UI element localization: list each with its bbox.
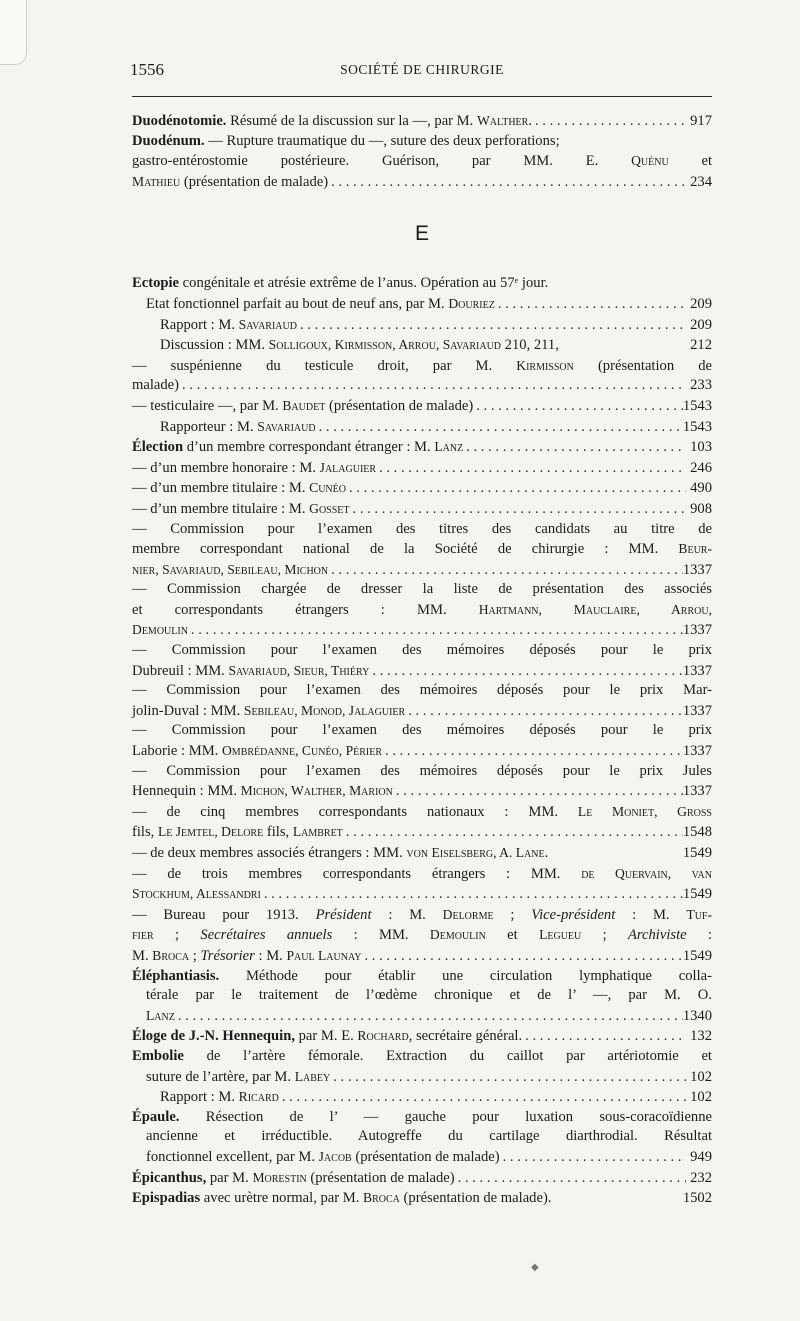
index-heading: Duodénotomie. [132,113,227,129]
index-line-text [132,722,712,738]
index-line-text [132,437,463,458]
index-line-text [132,274,548,294]
author-name: Savariaud [257,418,316,434]
index-text: par M. [206,1169,253,1186]
index-text: Trésorier [200,947,255,964]
page-reference: 1337 [682,743,712,760]
index-text: Secrétaires annuels [200,927,333,944]
page-reference: 1337 [682,702,712,719]
index-text: — de deux membres associés étrangers : MM. [132,845,407,861]
index-text: congénitale et atrésie extrême de l’anus. Opération au 57ᵉ jour. [179,275,549,292]
leader-dots [261,885,683,905]
index-text: ancienne et irréductible. Autogreffe du cartilage diarthrodial. Résultat [146,1128,712,1145]
author-name: Demoulin [429,927,486,943]
index-text: Méthode pour établir une circulation lymphatique colla- [219,967,712,984]
page-reference: 232 [690,1169,712,1186]
author-name: Morestin [252,1169,307,1185]
author-name: Quénu [631,153,669,169]
index-text: ; [189,947,201,964]
index-text: — d’un membre titulaire : M. [132,480,310,497]
page-reference: 209 [690,295,712,312]
index-text: jolin-Duval : MM. [132,702,244,719]
page-reference: 1549 [682,886,712,903]
index-heading: Éloge de J.-N. Hennequin, [132,1028,295,1045]
leader-dots [500,1148,686,1168]
leader-dots [328,561,683,581]
index-line-text [160,335,559,356]
page-reference: 1543 [682,418,712,435]
index-line [132,580,712,600]
index-text: : [686,927,712,944]
index-text: — d’un membre honoraire : M. [132,459,320,476]
page-reference: 1549 [682,947,712,964]
page-reference: 1337 [682,622,712,639]
author-name: Lambret [292,824,343,840]
index-line [132,1108,712,1128]
author-name: Jalaguier [319,459,377,475]
index-line-text [132,701,405,722]
leader-dots [316,418,683,438]
author-name: Cunéo [309,480,346,496]
index-text: : M. [615,906,687,923]
index-line [132,946,712,967]
index-text: térale par le traitement de l’œdème chronique et de l’ —, par M. O. [146,987,712,1004]
index-text: fonctionnel excellent, par M. [146,1148,319,1165]
index-line-text [132,1109,712,1125]
index-line-text [132,843,548,864]
page-reference: 1337 [682,561,712,578]
page-reference: 1502 [682,1190,712,1207]
index-line-text [132,458,376,479]
index-text: — suspénienne du testicule droit, par M. [132,357,517,374]
index-text: gastro-entérostomie postérieure. Guérison, par MM. E. [132,153,632,170]
index-text: . [528,113,532,129]
author-name: Rochard [357,1028,409,1044]
index-text: . [544,845,549,861]
index-line [132,335,712,356]
page-reference: 132 [690,1028,712,1045]
index-text: de l’artère fémorale. Extraction du caillot par artériotomie et [183,1047,712,1064]
index-line-text [132,1048,712,1064]
index-line-text [132,968,712,984]
index-text: Rapport : M. [160,1089,239,1106]
index-text: d’un membre correspondant étranger : M. [183,439,435,456]
leader-dots [343,823,683,843]
index-line-text [132,376,179,396]
index-line [132,1188,712,1209]
index-heading: Duodénum. [132,132,205,149]
index-line [132,560,712,581]
index-line [132,520,712,540]
index-line [132,781,712,802]
index-heading: Éléphantiasis. [132,967,220,984]
index-line [132,905,712,926]
leader-dots [405,702,683,722]
author-name: Mathieu [132,173,181,189]
index-line [132,986,712,1006]
index-line [132,1026,712,1047]
index-line [132,499,712,520]
author-name: Hartmann, Mauclaire, Arrou, [478,601,712,617]
index-line [132,884,712,905]
index-line-text [146,1067,330,1088]
leader-dots [532,112,686,132]
index-text: ; [153,927,201,944]
index-text: — Commission pour l’examen des titres des candidats au titre de [132,520,712,537]
index-text: , secrétaire général. [408,1028,523,1045]
index-line-text [132,884,261,905]
index-line [132,967,712,987]
index-line-text [160,417,316,438]
index-line [132,741,712,762]
index-line-text [132,581,712,597]
leader-dots [188,621,683,641]
index-line [132,802,712,823]
index-line-text [132,153,712,169]
index-text: — Bureau pour 1913. [132,906,316,923]
index-line-text [132,907,712,923]
index-text: — de cinq membres correspondants nationaux : MM. [132,803,578,820]
page-reference: 490 [690,480,712,497]
author-name: de Quervain, van [581,865,713,881]
index-line-text [132,946,361,967]
index-text: et [668,153,712,170]
author-name: Beur- [678,541,712,557]
index-line-text [132,499,350,520]
author-name: Demoulin [132,622,188,638]
leader-dots [376,459,686,479]
author-name: Broca [152,947,190,963]
index-line [132,1006,712,1027]
index-line-text [132,358,712,374]
page-reference: 1340 [682,1007,712,1024]
author-name: Kirmisson [516,357,574,373]
index-line-text [160,315,297,336]
author-name: Savariaud [238,316,297,332]
index-text: — testiculaire —, par M. [132,397,283,414]
index-line-text [132,172,328,193]
page-reference: 1337 [682,662,712,679]
author-name: von Eiselsberg, A. Lane [406,845,545,860]
index-line [132,1047,712,1067]
leader-dots [361,947,682,967]
index-heading: Embolie [132,1047,184,1064]
leader-dots [473,397,683,417]
index-line-text [132,741,382,762]
index-line [132,151,712,172]
index-text: fils, [132,824,158,841]
page-reference: 1543 [682,397,712,414]
index-line [132,1127,712,1147]
leader-dots [175,1007,683,1027]
index-text: : MM. [332,927,430,944]
index-line-text [132,682,712,698]
index-text: suture de l’artère, par M. [146,1068,295,1085]
index-line-text [132,763,712,779]
index-line-text [132,132,560,152]
index-line [132,1087,712,1108]
page-reference: 1549 [682,845,712,861]
index-text: membre correspondant national de la Société de chirurgie : MM. [132,541,679,558]
author-name: Paul Launay [286,947,362,963]
page-number: 1556 [130,60,164,79]
author-name: Stockhum, Alessandri [132,886,261,902]
index-text: avec urètre normal, par M. [200,1190,364,1207]
page-header [132,58,712,84]
index-text: Etat fonctionnel parfait au bout de neuf ans, par M. [146,295,449,312]
index-text: (présentation de malade) [351,1148,500,1165]
index-line-text [132,1026,522,1047]
index-line [132,1067,712,1088]
author-name: Tuf- [686,906,713,922]
author-name: Legueu [539,927,582,943]
index-line-text [132,560,328,581]
page-reference: 1548 [682,824,712,841]
index-text: M. [132,947,153,964]
index-page [132,58,712,1209]
index-text: : M. [371,906,443,923]
index-text: malade) [132,377,179,394]
index-line [132,111,712,132]
leader-dots [463,438,686,458]
author-name: Broca [363,1190,400,1206]
leader-dots [297,316,686,336]
index-line [132,843,712,864]
index-text: Discussion : MM. [160,337,269,354]
page-reference: 246 [690,459,712,476]
author-name: Gosset [309,500,350,516]
index-line [132,396,712,417]
index-line [132,641,712,661]
index-line [132,478,712,499]
page-reference: 1337 [682,783,712,800]
header-rule [132,96,712,97]
index-line-text [132,927,712,943]
index-line-text [132,1188,551,1209]
author-name: Ombrédanne, Cunéo, Périer [221,743,383,759]
leader-dots [279,1088,686,1108]
index-line-text [132,620,188,641]
index-text: — de trois membres correspondants étrangers : MM. [132,865,582,882]
index-line-text [132,478,346,499]
index-line-text [132,111,532,132]
index-text: — Rupture traumatique du —, suture des deux perforations; [204,132,560,149]
index-line [132,376,712,396]
author-name: Baudet [282,397,326,413]
index-line-text [146,1006,175,1027]
index-line [132,822,712,843]
page-reference: 917 [690,113,712,129]
index-line [132,661,712,682]
leader-dots [455,1169,686,1189]
index-line [132,458,712,479]
index-line [132,701,712,722]
index-line [132,681,712,701]
index-text: Laborie : MM. [132,743,222,760]
index-text: Président [315,906,372,923]
index-line [132,762,712,782]
author-name: Jacob [318,1148,352,1164]
index-text: — Commission chargée de dresser la liste de présentation des associés [132,581,712,598]
index-text: ; [581,927,628,944]
author-name: Labey [294,1068,331,1084]
index-line [132,132,712,152]
leader-dots [393,782,683,802]
author-name: Sebileau, Monod, Jalaguier [243,702,406,718]
index-text: (présentation de [573,357,712,374]
author-name: Michon, Walther, Marion [240,783,393,799]
leader-dots [495,295,686,315]
index-text: Hennequin : MM. [132,783,241,800]
author-name: fier [132,927,154,943]
page-reference: 102 [690,1089,712,1106]
index-text: Dubreuil : MM. [132,662,229,679]
index-line [132,864,712,885]
page-fold-corner [0,0,27,65]
leader-dots [382,742,683,762]
index-line-text [146,987,712,1003]
author-name: Delorme [442,906,494,922]
index-text: : M. [254,947,287,964]
index-heading: Élection [132,439,184,456]
page-reference: 102 [690,1068,712,1085]
page-reference: 103 [690,439,712,456]
index-line-text [132,822,343,843]
index-text: — Commission pour l’examen des mémoires déposés pour le prix Mar- [132,682,712,699]
author-name: Lanz [146,1007,175,1023]
index-line-text [132,866,712,882]
index-text: Résection de l’ — gauche pour luxation sous-coracoïdienne [179,1108,712,1125]
leader-dots [346,479,686,499]
index-text: (présentation de malade) [325,397,474,414]
index-line [132,315,712,336]
index-text: (présentation de malade) [180,173,329,190]
index-text: — Commission pour l’examen des mémoires déposés pour le prix [132,722,712,739]
index-line [132,417,712,438]
bottom-mark: ◆ [531,1262,539,1273]
index-line [132,620,712,641]
page-reference: 908 [690,500,712,517]
index-heading: Épaule. [132,1108,180,1125]
index-line [132,1168,712,1189]
author-name: Lanz [434,439,464,455]
entries-d [132,111,712,192]
index-line [132,294,712,315]
page-reference: 234 [690,173,712,190]
leader-dots [330,1068,686,1088]
leader-dots [350,500,686,520]
index-line-text [132,521,712,537]
index-line [132,539,712,560]
index-line-text [132,396,473,417]
index-line [132,600,712,621]
index-line [132,925,712,946]
index-line-text [132,804,712,820]
page-reference: 209 [690,316,712,333]
index-line-text [146,1128,712,1144]
index-line [132,274,712,294]
index-text: Rapporteur : M. [160,418,258,435]
author-name: Le Jemtel, Delore [157,824,264,840]
author-name: Ricard [238,1089,279,1105]
page-reference: 949 [690,1148,712,1165]
index-text: Résumé de la discussion sur la —, par M. [226,113,477,129]
index-text: — d’un membre titulaire : M. [132,500,310,517]
index-text: (présentation de malade). [399,1190,552,1207]
index-line-text [132,642,712,658]
index-text: et correspondants étrangers : MM. [132,601,479,618]
index-text: Archiviste [627,927,687,944]
section-letter: E [414,222,429,246]
index-line-text [132,541,712,557]
index-heading: Épicanthus, [132,1169,207,1186]
index-text: — Commission pour l’examen des mémoires déposés pour le prix [132,642,712,659]
index-heading: Ectopie [132,275,180,292]
index-line-text [132,661,369,682]
index-text: — Commission pour l’examen des mémoires déposés pour le prix Jules [132,762,712,779]
leader-dots [179,376,686,396]
index-line [132,172,712,193]
index-text: Vice-président [531,906,616,923]
index-text: fils, [263,824,293,841]
index-line-text [160,1087,279,1108]
index-text: Rapport : M. [160,316,239,333]
index-text: par M. E. [294,1028,358,1045]
author-name: Le Moniet, Gross [577,803,712,819]
author-name: Walther [476,113,529,128]
index-line-text [132,1168,455,1189]
index-text: et [485,927,540,944]
leader-dots [522,1027,686,1047]
author-name: Solligoux, Kirmisson, Arrou, Savariaud [268,337,502,353]
index-text: 210, 211, [501,337,559,354]
author-name: nier, Savariaud, Sebileau, Michon [132,561,329,577]
page-reference: 212 [690,337,712,354]
entries-e [132,274,712,1208]
author-name: Douriez [448,295,495,311]
index-line [132,721,712,741]
index-line [132,356,712,377]
index-line-text [146,1147,500,1168]
index-heading: Epispadias [132,1190,201,1207]
leader-dots [369,662,682,682]
running-title: SOCIÉTÉ DE CHIRURGIE [340,62,504,77]
leader-dots [328,173,686,193]
index-line-text [132,602,712,618]
index-line-text [146,294,495,315]
index-text: ; [493,906,532,923]
index-line [132,1147,712,1168]
author-name: Savariaud, Sieur, Thiéry [228,662,370,678]
index-line [132,437,712,458]
index-text: (présentation de malade) [306,1169,455,1186]
page-reference: 233 [690,377,712,394]
index-line-text [132,781,393,802]
